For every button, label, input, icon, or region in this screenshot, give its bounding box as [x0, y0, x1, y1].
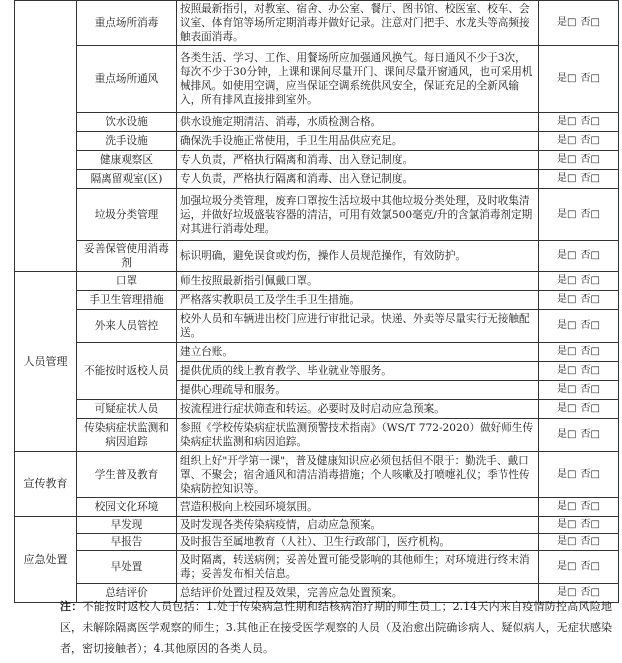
item-name-cell: 外来人员管控 — [77, 310, 177, 343]
no-option[interactable]: 否□ — [580, 346, 600, 357]
yes-no-checkbox[interactable] — [539, 241, 619, 272]
yes-no-checkbox[interactable] — [539, 517, 619, 534]
item-name-cell: 早发现 — [77, 517, 177, 534]
yes-option[interactable]: 是□ — [557, 294, 577, 305]
yes-no-checkbox[interactable] — [539, 132, 619, 151]
table-row — [15, 310, 619, 343]
no-option[interactable]: 否□ — [580, 208, 600, 220]
yes-no-checkbox[interactable] — [539, 113, 619, 132]
yes-option[interactable]: 是□ — [557, 365, 577, 376]
yes-no-checkbox[interactable] — [539, 189, 619, 241]
requirement-cell: 各类生活、学习、工作、用餐场所应加强通风换气。每日通风不少于3次，每次不少于30分钟，上课和课间尽量开门、课间尽量开窗通风，也可采用机械排风。如使用空调，应当保证空调系统供风安全，保证充足的全新风输入，所有排风直接排到室外。 — [177, 46, 539, 113]
footnote-label: 注： — [60, 600, 83, 613]
item-name-cell: 校园文化环境 — [77, 498, 177, 517]
yes-no-checkbox[interactable] — [539, 534, 619, 551]
yes-option[interactable]: 是□ — [557, 73, 577, 84]
no-option[interactable]: 否□ — [580, 587, 600, 598]
checklist-table — [14, 0, 619, 603]
yes-no-checkbox[interactable] — [539, 46, 619, 113]
yes-option[interactable]: 是□ — [557, 275, 577, 286]
yes-no-checkbox[interactable] — [539, 551, 619, 584]
yes-option[interactable]: 是□ — [557, 536, 577, 547]
no-option[interactable]: 否□ — [580, 17, 600, 28]
item-name-cell: 可疑症状人员 — [77, 400, 177, 419]
checklist-sheet — [14, 0, 618, 603]
item-name-cell: 总结评价 — [77, 584, 177, 603]
requirement-cell: 专人负责，严格执行隔离和消毒、出入登记制度。 — [177, 151, 539, 170]
table-row — [15, 241, 619, 272]
requirement-cell: 供水设施定期清洁、消毒，水质检测合格。 — [177, 113, 539, 132]
item-name-cell: 妥善保管使用消毒剂 — [77, 241, 177, 272]
item-name-cell: 不能按时返校人员 — [77, 343, 177, 400]
no-option[interactable]: 否□ — [580, 429, 600, 440]
yes-no-checkbox[interactable] — [539, 310, 619, 343]
yes-option[interactable]: 是□ — [557, 320, 577, 331]
requirement-cell: 及时报告至属地教育（人社）、卫生行政部门，医疗机构。 — [177, 534, 539, 551]
yes-no-checkbox[interactable] — [539, 400, 619, 419]
table-row — [15, 272, 619, 291]
requirement-cell: 按照最新指引，对教室、宿舍、办公室、餐厅、图书馆、校医室、校车、会议室、体育馆等场所定期消毒并做好记录。注意对门把手、水龙头等高频接触表面消毒。 — [177, 1, 539, 46]
yes-no-checkbox[interactable] — [539, 272, 619, 291]
item-name-cell: 饮水设施 — [77, 113, 177, 132]
requirement-cell: 标识明确，避免误食或灼伤，操作人员规范操作，有效防护。 — [177, 241, 539, 272]
yes-option[interactable]: 是□ — [557, 154, 577, 165]
item-name-cell: 传染病症状监测和病因追踪 — [77, 419, 177, 452]
table-row — [15, 1, 619, 46]
item-name-cell: 口罩 — [77, 272, 177, 291]
item-name-cell: 学生普及教育 — [77, 452, 177, 498]
requirement-cell: 确保洗手设施正常使用，手卫生用品供应充足。 — [177, 132, 539, 151]
category-cell: 人员管理 — [15, 272, 77, 452]
requirement-cell: 专人负责，严格执行隔离和消毒、出入登记制度。 — [177, 170, 539, 189]
requirement-cell: 加强垃圾分类管理，废弃口罩按生活垃圾中其他垃圾分类处理，及时收集清运，并做好垃圾盛装容器的清洁，可用有效氯500毫克/升的含氯消毒剂定期对其进行消毒处理。 — [177, 189, 539, 241]
footnote — [60, 596, 612, 659]
yes-no-checkbox[interactable] — [539, 1, 619, 46]
yes-option[interactable]: 是□ — [557, 116, 577, 127]
table-row — [15, 170, 619, 189]
item-name-cell: 手卫生管理措施 — [77, 291, 177, 310]
item-name-cell: 早报告 — [77, 534, 177, 551]
yes-option[interactable]: 是□ — [557, 561, 577, 572]
no-option[interactable]: 否□ — [580, 154, 600, 165]
no-option[interactable]: 否□ — [580, 501, 600, 512]
no-option[interactable]: 否□ — [580, 116, 600, 127]
yes-option[interactable]: 是□ — [557, 17, 577, 28]
requirement-cell: 营造积极向上校园环境氛围。 — [177, 498, 539, 517]
table-row — [15, 46, 619, 113]
yes-no-checkbox[interactable] — [539, 291, 619, 310]
requirement-cell: 组织上好"开学第一课"，普及健康知识应必须包括但不限于：勤洗手、戴口罩、不聚会；宿舍通风和清洁消毒措施；个人咳嗽及打喷嚏礼仪；季节性传染病防控知识等。 — [177, 452, 539, 498]
requirement-cell: 严格落实教职员工及学生手卫生措施。 — [177, 291, 539, 310]
requirement-cell: 及时隔离，转送病例；妥善处置可能受影响的其他师生；对环境进行终末消毒；妥善发布相关信息。 — [177, 551, 539, 584]
no-option[interactable]: 否□ — [580, 135, 600, 146]
item-name-cell: 垃圾分类管理 — [77, 189, 177, 241]
yes-no-checkbox[interactable] — [539, 381, 619, 400]
yes-option[interactable]: 是□ — [557, 135, 577, 146]
category-cell — [15, 1, 77, 272]
yes-no-checkbox[interactable] — [539, 151, 619, 170]
item-name-cell: 早处置 — [77, 551, 177, 584]
item-name-cell: 隔离留观室(区) — [77, 170, 177, 189]
requirement-cell: 按流程进行症状筛查和转运。必要时及时启动应急预案。 — [177, 400, 539, 419]
table-row — [15, 498, 619, 517]
item-name-cell: 重点场所通风 — [77, 46, 177, 113]
table-row — [15, 534, 619, 551]
yes-option[interactable]: 是□ — [557, 346, 577, 357]
no-option[interactable]: 否□ — [580, 73, 600, 84]
item-name-cell: 健康观察区 — [77, 151, 177, 170]
table-row — [15, 517, 619, 534]
no-option[interactable]: 否□ — [580, 536, 600, 547]
no-option[interactable]: 否□ — [580, 320, 600, 331]
requirement-cell: 师生按照最新指引佩戴口罩。 — [177, 272, 539, 291]
no-option[interactable]: 否□ — [580, 384, 600, 395]
no-option[interactable]: 否□ — [580, 519, 600, 530]
yes-option[interactable]: 是□ — [557, 587, 577, 598]
table-row — [15, 400, 619, 419]
item-name-cell: 洗手设施 — [77, 132, 177, 151]
requirement-cell: 校外人员和车辆进出校门应进行审批记录。快递、外卖等尽量实行无接触配送。 — [177, 310, 539, 343]
no-option[interactable]: 否□ — [580, 250, 600, 261]
requirement-cell: 提供心理疏导和服务。 — [177, 381, 539, 400]
table-row — [15, 291, 619, 310]
requirement-cell: 提供优质的线上教育教学、毕业就业等服务。 — [177, 362, 539, 381]
requirement-cell: 参照《学校传染病症状监测预警技术指南》（WS/T 772-2020）做好师生传染病症状监测和病因追踪。 — [177, 419, 539, 452]
no-option[interactable]: 否□ — [580, 365, 600, 376]
category-cell: 应急处置 — [15, 517, 77, 603]
yes-option[interactable]: 是□ — [557, 468, 577, 480]
table-row — [15, 452, 619, 498]
yes-no-checkbox[interactable] — [539, 452, 619, 498]
table-row — [15, 551, 619, 584]
table-row — [15, 113, 619, 132]
no-option[interactable]: 否□ — [580, 403, 600, 414]
yes-no-checkbox[interactable] — [539, 170, 619, 189]
yes-no-checkbox[interactable] — [539, 362, 619, 381]
yes-no-checkbox[interactable] — [539, 343, 619, 362]
table-row — [15, 343, 619, 362]
yes-option[interactable]: 是□ — [557, 501, 577, 512]
yes-option[interactable]: 是□ — [557, 173, 577, 184]
footnote-text: 不能按时返校人员包括：1.处于传染病急性期和结核病治疗期的师生员工；2.14天内来自疫情防控高风险地区，未解除隔离医学观察的师生；3.其他正在接受医学观察的人员（及治愈出院确诊病人、疑似病人，无症状感染者，密切接触者）；4.其他原因的各类人员。 — [60, 600, 613, 655]
yes-no-checkbox[interactable] — [539, 419, 619, 452]
yes-option[interactable]: 是□ — [557, 429, 577, 440]
no-option[interactable]: 否□ — [580, 275, 600, 286]
yes-no-checkbox[interactable] — [539, 498, 619, 517]
yes-option[interactable]: 是□ — [557, 403, 577, 414]
table-row — [15, 189, 619, 241]
item-name-cell: 重点场所消毒 — [77, 1, 177, 46]
table-row — [15, 132, 619, 151]
yes-option[interactable]: 是□ — [557, 384, 577, 395]
requirement-cell: 及时发现各类传染病疫情，启动应急预案。 — [177, 517, 539, 534]
no-option[interactable]: 否□ — [580, 173, 600, 184]
yes-option[interactable]: 是□ — [557, 519, 577, 530]
no-option[interactable]: 否□ — [580, 468, 600, 480]
no-option[interactable]: 否□ — [580, 561, 600, 572]
requirement-cell: 总结评价处置过程及效果，完善应急处置预案。 — [177, 584, 539, 603]
yes-option[interactable]: 是□ — [557, 208, 577, 220]
category-cell: 宣传教育 — [15, 452, 77, 517]
requirement-cell: 建立台账。 — [177, 343, 539, 362]
table-row — [15, 151, 619, 170]
table-row — [15, 419, 619, 452]
no-option[interactable]: 否□ — [580, 294, 600, 305]
yes-option[interactable]: 是□ — [557, 250, 577, 261]
